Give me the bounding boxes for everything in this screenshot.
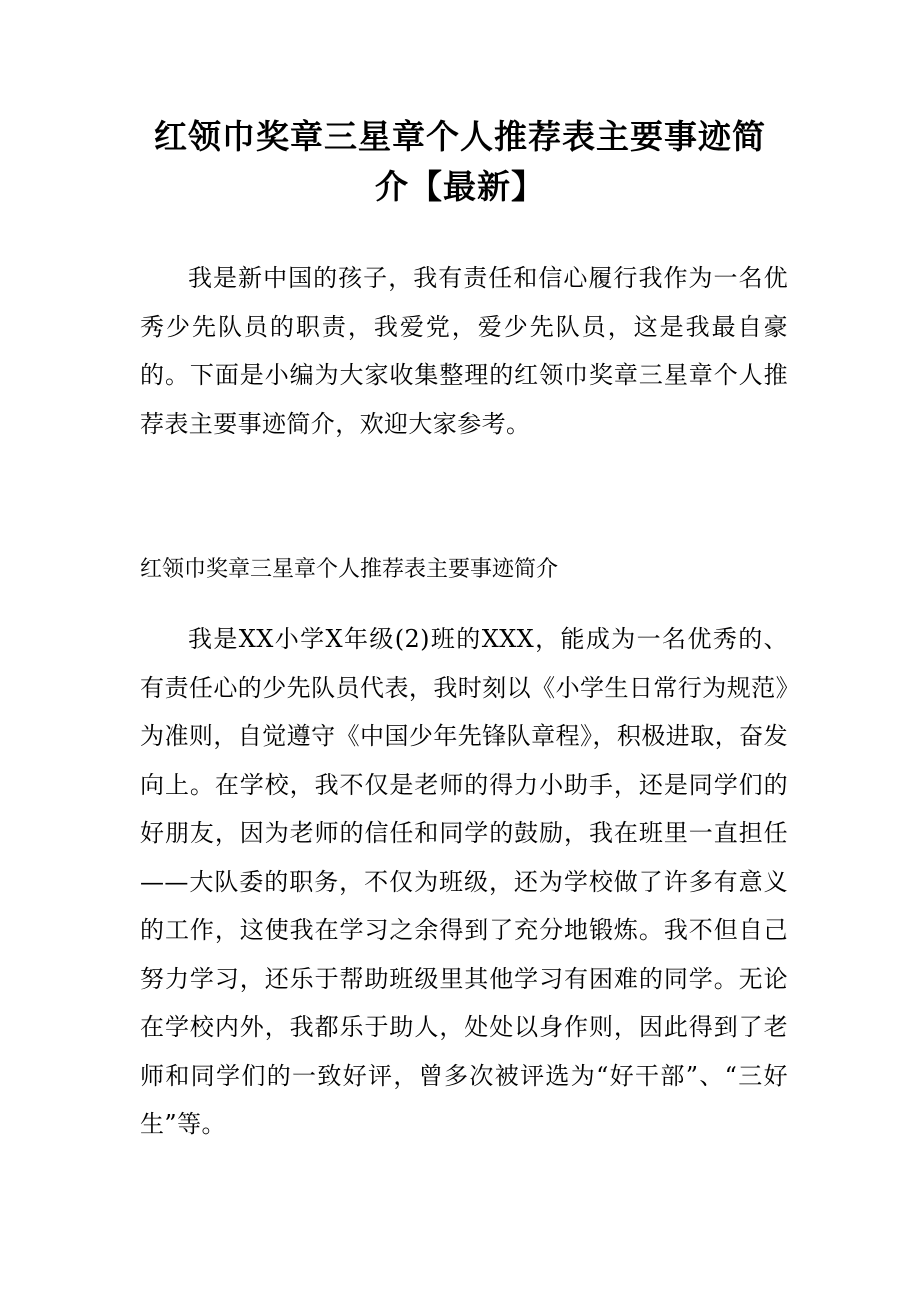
- section-heading: 红领巾奖章三星章个人推荐表主要事迹简介: [140, 557, 559, 582]
- body-paragraph: 我是XX小学X年级(2)班的XXX，能成为一名优秀的、有责任心的少先队员代表，我时刻以《小学生日常行为规范》为准则，自觉遵守《中国少年先锋队章程》，积极进取，奋发向上。在学校，我不仅是老师的得力小助手，还是同学们的好朋友，因为老师的信任和同学的鼓励，我在班里一直担任——大队委的职务，不仅为班级，还为学校做了许多有意义的工作，这使我在学习之余得到了充分地锻炼。我不但自己努力学习，还乐于帮助班级里其他学习有困难的同学。无论在学校内外，我都乐于助人，处处以身作则，因此得到了老师和同学们的一致好评，曾多次被评选为“好干部”、“三好生”等。: [140, 625, 788, 1138]
- document-title: 红领巾奖章三星章个人推荐表主要事迹简介【最新】: [154, 117, 766, 206]
- intro-paragraph: 我是新中国的孩子，我有责任和信心履行我作为一名优秀少先队员的职责，我爱党，爱少先队员，这是我最自豪的。下面是小编为大家收集整理的红领巾奖章三星章个人推荐表主要事迹简介，欢迎大家参考。: [140, 264, 788, 438]
